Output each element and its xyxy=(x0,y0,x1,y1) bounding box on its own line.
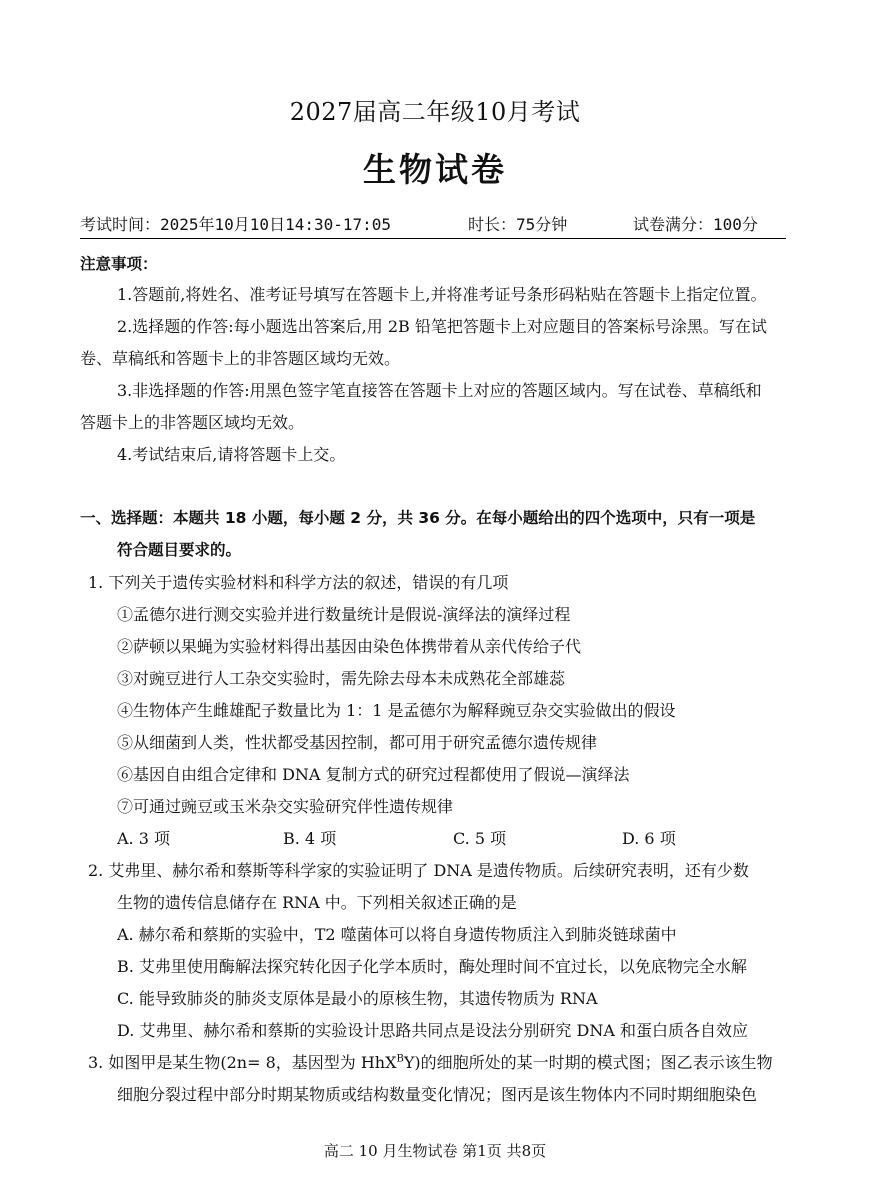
exam-info-row xyxy=(80,212,786,236)
q1-statement-7: ⑦可通过豌豆或玉米杂交实验研究伴性遗传规律 xyxy=(117,797,454,816)
subject-title: 生物试卷 xyxy=(363,150,507,189)
q1-statement-1: ①孟德尔进行测交实验并进行数量统计是假说-演绎法的演绎过程 xyxy=(117,605,571,624)
note-2-line2: 卷、草稿纸和答题卡上的非答题区域均无效。 xyxy=(80,349,401,368)
q1-option-d: D. 6 项 xyxy=(622,829,676,848)
q3-stem-line2: 细胞分裂过程中部分时期某物质或结构数量变化情况；图丙是该生物体内不同时期细胞染色 xyxy=(117,1085,758,1104)
q1-statement-4: ④生物体产生雌雄配子数量比为 1：1 是孟德尔为解释豌豆杂交实验做出的假设 xyxy=(117,701,676,720)
header-divider xyxy=(80,238,786,239)
q1-statement-2: ②萨顿以果蝇为实验材料得出基因由染色体携带着从亲代传给子代 xyxy=(117,637,582,656)
q1-statement-5: ⑤从细菌到人类，性状都受基因控制，都可用于研究孟德尔遗传规律 xyxy=(117,733,598,752)
section-1-heading-line1: 一、选择题：本题共 18 小题，每小题 2 分，共 36 分。在每小题给出的四个选项中，只有一项是 xyxy=(80,509,756,527)
q3-stem-part-a: 3. 如图甲是某生物(2n= 8，基因型为 HhX xyxy=(88,1053,397,1072)
note-2-line1: 2.选择题的作答:每小题选出答案后,用 2B 铅笔把答题卡上对应题目的答案标号涂黑。写在试 xyxy=(117,317,767,336)
q2-stem-line1: 2. 艾弗里、赫尔希和蔡斯等科学家的实验证明了 DNA 是遗传物质。后续研究表明，还有少数 xyxy=(88,861,749,880)
q1-options xyxy=(117,826,797,850)
q3-stem-superscript: B xyxy=(396,1053,404,1065)
exam-duration: 时长：75分钟 xyxy=(468,215,568,234)
exam-time: 考试时间：2025年10月10日14:30-17:05 xyxy=(80,215,392,234)
q3-stem-part-b: Y)的细胞所处的某一时期的模式图；图乙表示该生物 xyxy=(403,1053,773,1072)
q2-option-b: B. 艾弗里使用酶解法探究转化因子化学本质时，酶处理时间不宜过长，以免底物完全水解 xyxy=(117,957,747,976)
q3-stem-line1 xyxy=(88,1050,773,1073)
q1-stem: 1. 下列关于遗传实验材料和科学方法的叙述，错误的有几项 xyxy=(88,573,509,592)
q1-option-b: B. 4 项 xyxy=(283,829,337,848)
exam-title: 2027届高二年级10月考试 xyxy=(289,98,581,126)
note-3-line2: 答题卡上的非答题区域均无效。 xyxy=(80,413,305,432)
q2-option-a: A. 赫尔希和蔡斯的实验中，T2 噬菌体可以将自身遗传物质注入到肺炎链球菌中 xyxy=(117,925,677,944)
full-score: 试卷满分：100分 xyxy=(633,215,758,234)
q1-statement-6: ⑥基因自由组合定律和 DNA 复制方式的研究过程都使用了假说—演绎法 xyxy=(117,765,630,784)
q1-option-a: A. 3 项 xyxy=(117,829,170,848)
q1-statement-3: ③对豌豆进行人工杂交实验时，需先除去母本未成熟花全部雄蕊 xyxy=(117,669,566,688)
note-4: 4.考试结束后,请将答题卡上交。 xyxy=(117,445,346,464)
q2-stem-line2: 生物的遗传信息储存在 RNA 中。下列相关叙述正确的是 xyxy=(117,893,517,912)
note-1: 1.答题前,将姓名、准考证号填写在答题卡上,并将准考证号条形码粘贴在答题卡上指定位置。 xyxy=(117,285,767,304)
note-3-line1: 3.非选择题的作答:用黑色签字笔直接答在答题卡上对应的答题区域内。写在试卷、草稿纸和 xyxy=(117,381,762,400)
notes-heading: 注意事项： xyxy=(80,255,158,273)
q1-option-c: C. 5 项 xyxy=(453,829,507,848)
q2-option-c: C. 能导致肺炎的肺炎支原体是最小的原核生物，其遗传物质为 RNA xyxy=(117,989,598,1008)
section-1-heading-line2: 符合题目要求的。 xyxy=(117,541,242,559)
page-footer: 高二 10 月生物试卷 第1页 共8页 xyxy=(323,1142,547,1160)
q2-option-d: D. 艾弗里、赫尔希和蔡斯的实验设计思路共同点是设法分别研究 DNA 和蛋白质各自效应 xyxy=(117,1021,748,1040)
